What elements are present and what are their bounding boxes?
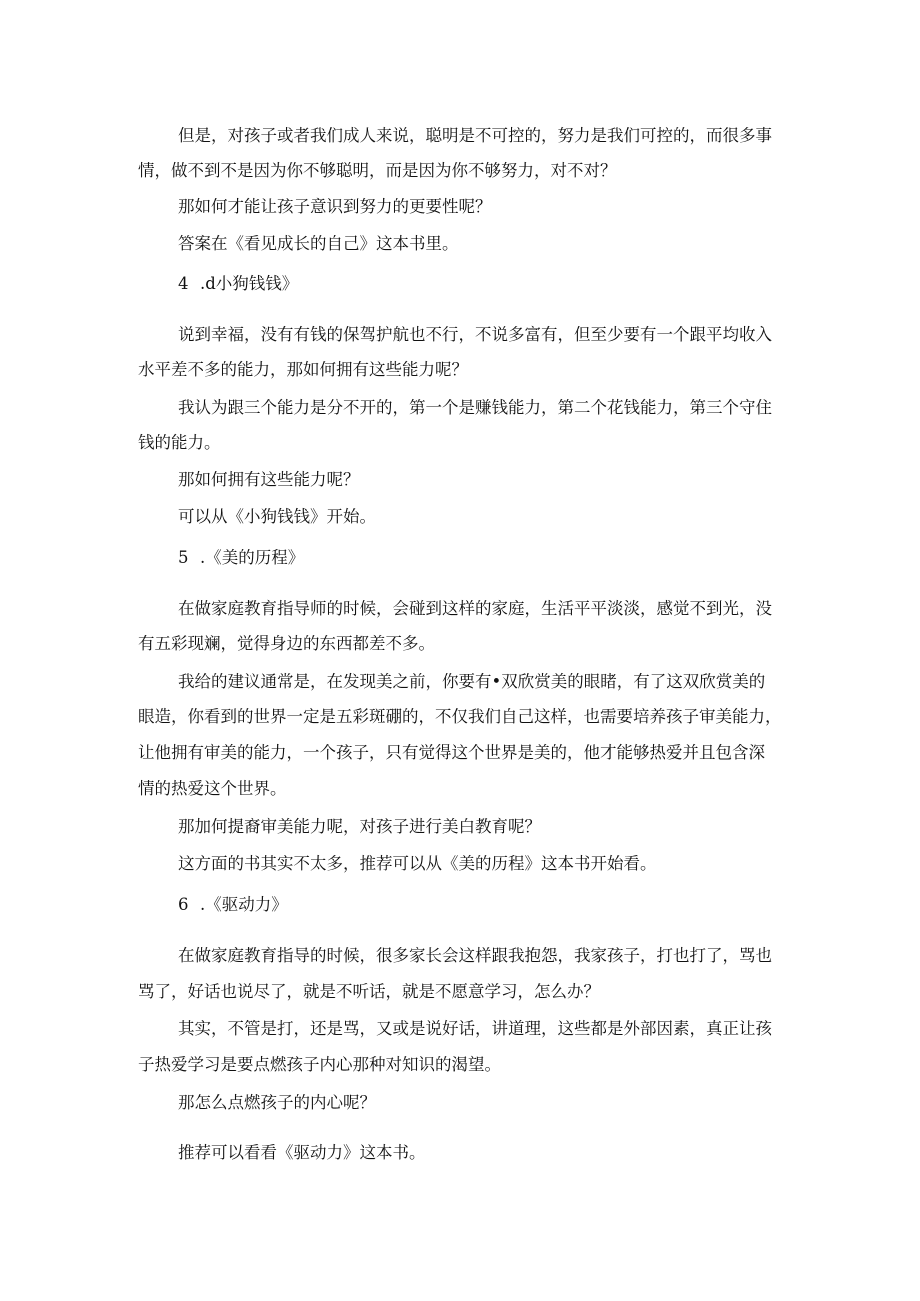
paragraph-13-line-1: 其实，不管是打，还是骂，又或是说好话，讲道理，这些都是外部因素，真正让孩 xyxy=(178,1019,772,1038)
paragraph-12-line-1: 在做家庭教育指导的时候，很多家长会这样跟我抱怨，我家孩子，打也打了，骂也 xyxy=(178,946,772,965)
section-title-6: .《驱动力》 xyxy=(200,895,288,914)
paragraph-5-line-1: 我认为跟三个能力是分不开的，第一个是赚钱能力，第二个花钱能力，第三个守住 xyxy=(178,398,772,417)
paragraph-13-line-2: 子热爱学习是要点燃孩子内心那种对知识的渴望。 xyxy=(138,1055,501,1074)
section-title-5: .《美的历程》 xyxy=(200,548,305,567)
paragraph-12-line-2: 骂了，好话也说尽了，就是不听话，就是不愿意学习，怎么办？ xyxy=(138,982,600,1001)
paragraph-9-line-4: 情的热爱这个世界。 xyxy=(138,779,287,798)
paragraph-7: 可以从《小狗钱钱》开始。 xyxy=(178,507,376,526)
paragraph-8-line-1: 在做家庭教育指导师的时候，会碰到这样的家庭，生活平平淡淡，感觉不到光，没 xyxy=(178,599,772,618)
paragraph-4-line-1: 说到幸福，没有有钱的保驾护航也不行，不说多富有，但至少要有一个跟平均收入 xyxy=(178,325,772,344)
paragraph-9-line-3: 让他拥有审美的能力，一个孩子，只有觉得这个世界是美的，他才能够热爱并且包含深 xyxy=(138,743,765,762)
paragraph-9-line-1: 我给的建议通常是，在发现美之前，你要有•双欣赏美的眼睹，有了这双欣赏美的 xyxy=(178,672,766,691)
section-heading-5 xyxy=(178,547,304,569)
paragraph-5-line-2: 钱的能力。 xyxy=(138,433,221,452)
paragraph-3: 答案在《看见成长的自己》这本书里。 xyxy=(178,234,459,253)
section-number-4: 4 xyxy=(178,274,189,293)
paragraph-10: 那加何提裔审美能力呢，对孩子进行美白教育呢？ xyxy=(178,817,541,836)
section-number-5: 5 xyxy=(178,548,189,567)
paragraph-9-line-2: 眼造，你看到的世界一定是五彩斑硼的，不仅我们自己这样，也需要培养孩子审美能力， xyxy=(138,707,782,726)
section-number-6: 6 xyxy=(178,895,189,914)
paragraph-4-line-2: 水平差不多的能力，那如何拥有这些能力呢？ xyxy=(138,360,468,379)
paragraph-2: 那如何才能让孩子意识到努力的更要性呢？ xyxy=(178,197,492,216)
paragraph-15: 推荐可以看看《驱动力》这本书。 xyxy=(178,1143,426,1162)
paragraph-11: 这方面的书其实不太多，推荐可以从《美的历程》这本书开始看。 xyxy=(178,854,657,873)
paragraph-14: 那怎么点燃孩子的内心呢？ xyxy=(178,1093,376,1112)
paragraph-1-line-2: 情，做不到不是因为你不够聪明，而是因为你不够努力，对不对？ xyxy=(138,161,617,180)
section-title-4: .d小狗钱钱》 xyxy=(200,274,299,293)
paragraph-6: 那如何拥有这些能力呢？ xyxy=(178,470,360,489)
section-heading-6 xyxy=(178,894,288,916)
paragraph-1-line-1: 但是，对孩子或者我们成人来说，聪明是不可控的，努力是我们可控的，而很多事 xyxy=(178,126,772,145)
section-heading-4 xyxy=(178,273,298,295)
paragraph-8-line-2: 有五彩现斓，觉得身边的东西都差不多。 xyxy=(138,634,435,653)
